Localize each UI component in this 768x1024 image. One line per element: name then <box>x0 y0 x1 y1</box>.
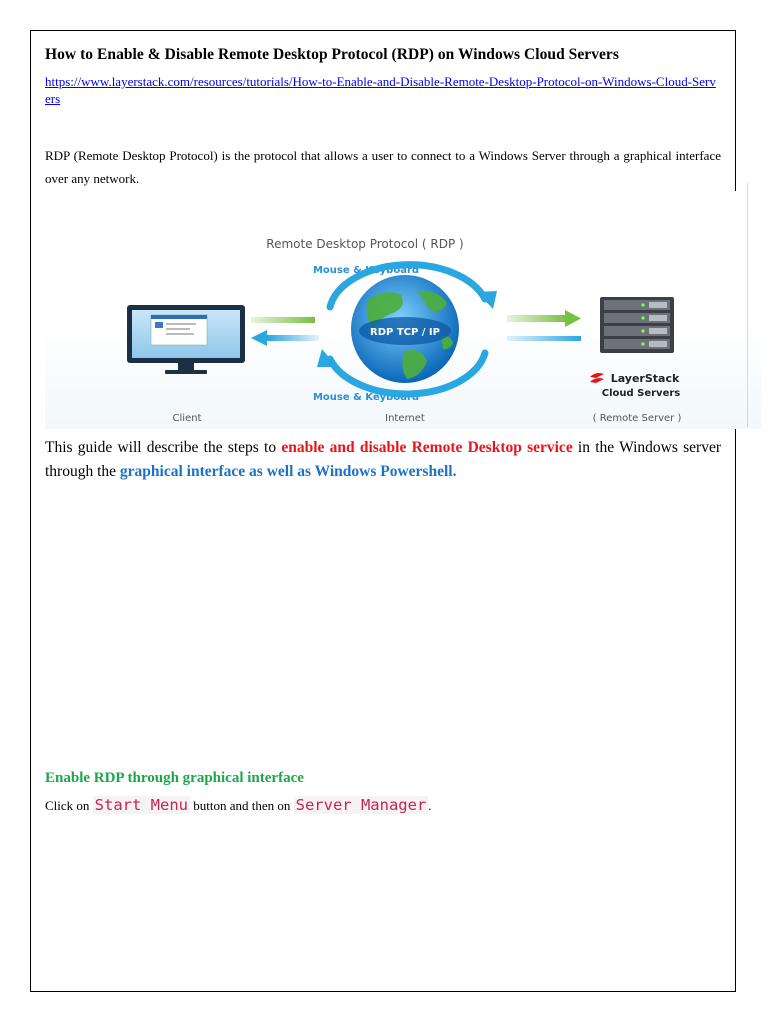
internet-label: Internet <box>385 413 425 424</box>
guide-paragraph <box>45 436 721 484</box>
server-rack-icon <box>600 297 674 353</box>
brand-subtitle: Cloud Servers <box>601 388 681 399</box>
document-title: How to Enable & Disable Remote Desktop Protocol (RDP) on Windows Cloud Servers <box>45 46 619 63</box>
guide-highlight-blue: graphical interface as well as Windows Powershell. <box>119 463 457 480</box>
rdp-diagram <box>45 191 761 429</box>
step-middle: button and then on <box>190 798 294 813</box>
rdp-diagram-svg <box>45 191 761 429</box>
figure-divider <box>747 183 748 427</box>
layerstack-logo-icon <box>590 373 604 383</box>
top-arrowhead-icon <box>477 291 497 309</box>
section-heading: Enable RDP through graphical interface <box>45 770 304 786</box>
client-label: Client <box>172 413 202 424</box>
globe-label: RDP TCP / IP <box>370 327 440 338</box>
top-mouse-keyboard-label: Mouse & Keyboard <box>312 265 420 276</box>
guide-text-start: This guide will describe the steps to <box>45 439 282 456</box>
step-suffix: . <box>428 798 432 813</box>
server-blue-arrow <box>507 336 581 341</box>
guide-highlight-red: enable and disable Remote Desktop service <box>281 439 573 456</box>
server-manager-code: Server Manager <box>295 796 427 814</box>
client-blue-arrow <box>251 330 319 346</box>
intro-paragraph: RDP (Remote Desktop Protocol) is the protocol that allows a user to connect to a Windows Server through a graphical interface over any network. <box>45 148 721 186</box>
step-paragraph <box>45 794 432 817</box>
bottom-arrowhead-icon <box>317 349 337 367</box>
remote-server-label: ( Remote Server ) <box>592 413 682 424</box>
brand-name: LayerStack <box>610 372 680 385</box>
start-menu-code: Start Menu <box>94 796 188 814</box>
bottom-mouse-keyboard-label: Mouse & Keyboard <box>312 392 420 403</box>
tutorial-link[interactable]: https://www.layerstack.com/resources/tutorials/How-to-Enable-and-Disable-Remote-Desktop-Protocol-on-Windows-Cloud-Servers <box>45 74 716 106</box>
client-monitor-icon <box>127 305 245 374</box>
document-page <box>30 30 736 992</box>
client-green-arrow <box>251 317 315 323</box>
guide-text-middle: in the Windows server through the <box>45 439 721 480</box>
diagram-title: Remote Desktop Protocol ( RDP ) <box>266 237 464 251</box>
server-green-arrow <box>507 310 581 327</box>
step-prefix: Click on <box>45 798 93 813</box>
